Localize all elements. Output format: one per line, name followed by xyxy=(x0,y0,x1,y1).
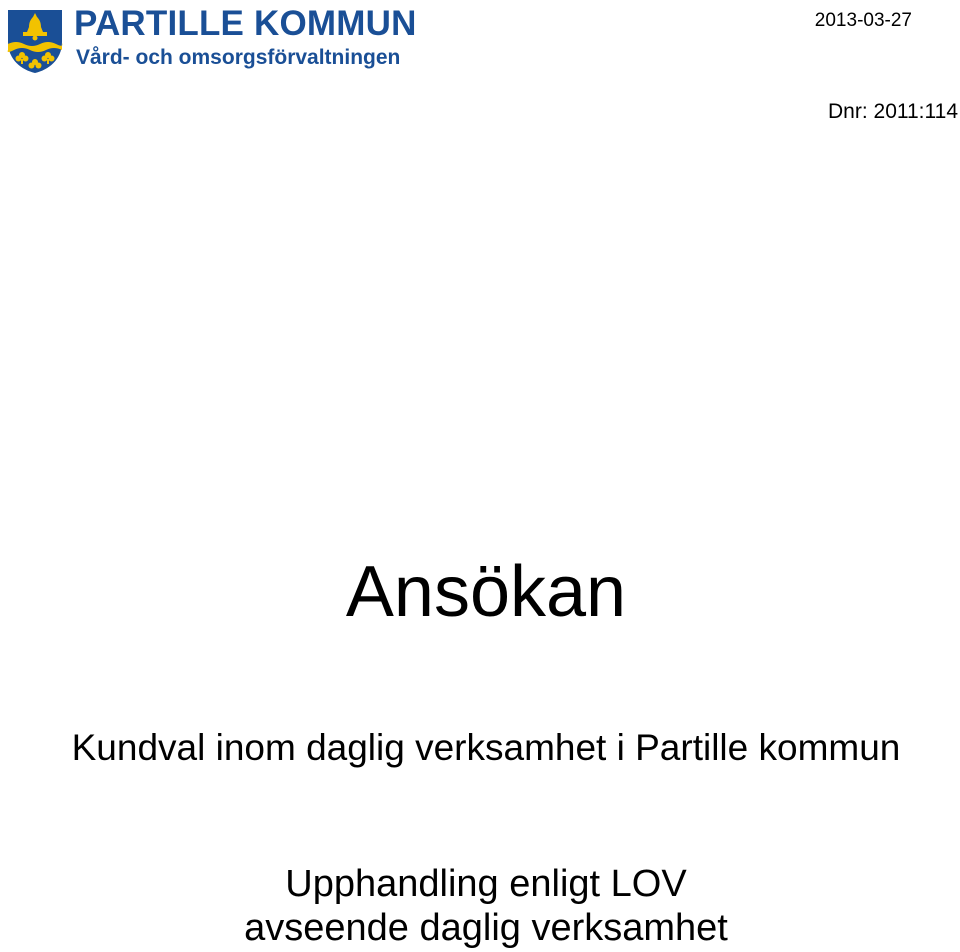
document-title: Ansökan xyxy=(345,552,627,632)
document-line: Upphandling enligt LOV xyxy=(285,863,687,905)
header-logo xyxy=(6,6,446,74)
document-subtitle: Kundval inom daglig verksamhet i Partille kommun xyxy=(71,727,901,768)
document-line: avseende daglig verksamhet xyxy=(244,907,728,949)
logo-department: Vård- och omsorgsförvaltningen xyxy=(76,46,401,69)
logo-name: PARTILLE KOMMUN xyxy=(74,4,417,43)
document-dnr: Dnr: 2011:114 xyxy=(828,100,958,123)
coat-of-arms-icon xyxy=(6,8,64,74)
document-date: 2013-03-27 xyxy=(814,10,912,31)
